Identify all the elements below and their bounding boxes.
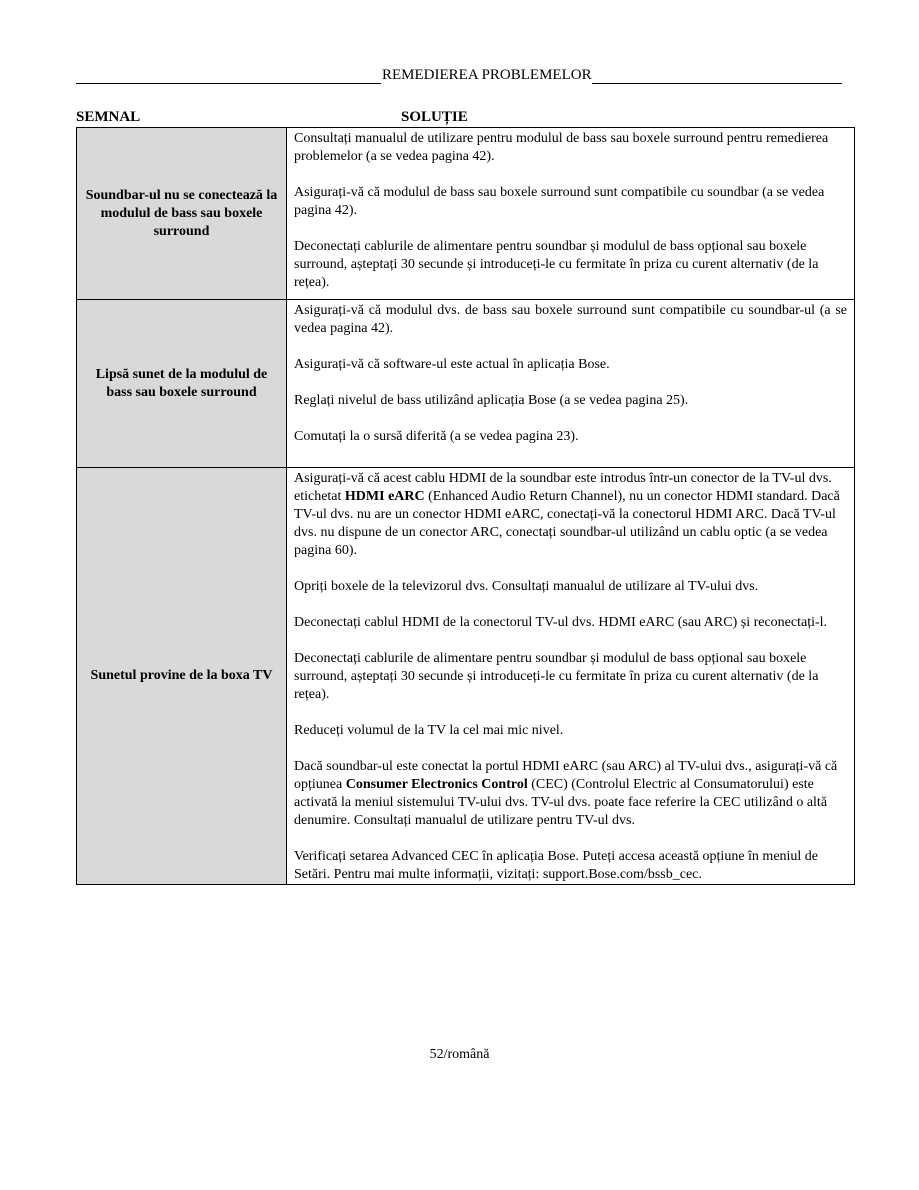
solution-item: Asigurați-vă că modulul dvs. de bass sau boxele surround sunt compatibile cu soundbar-ul (a se vedea pagina 42).: [294, 303, 847, 336]
table-row: [77, 300, 855, 468]
signal-cell: Lipsă sunet de la modulul de bass sau boxele surround: [77, 300, 287, 468]
solution-text: (CEC) (Controlul Electric al Consumatorului) este activată la meniul sistemului TV-ului dvs. TV-ul dvs. poate face referire la CEC utilizând o altă denumire. Consultați manualul de utilizare pentru TV-ul dvs.: [294, 777, 828, 828]
page-number: 52/română: [429, 1047, 490, 1062]
table-row: [77, 468, 855, 885]
solution-item: Comutați la o sursă diferită (a se vedea pagina 23).: [294, 429, 579, 444]
solution-item: Deconectați cablurile de alimentare pentru soundbar și modulul de bass opțional sau boxele surround, așteptați 30 secunde și introduceți-le cu fermitate în priza cu curent alternativ (de la rețea).: [294, 651, 819, 702]
solution-cell: [287, 128, 855, 300]
solution-item: Asigurați-vă că software-ul este actual în aplicația Bose.: [294, 357, 610, 372]
header-rule-right: [592, 69, 842, 84]
signal-cell: Soundbar-ul nu se conectează la modulul de bass sau boxele surround: [77, 128, 287, 300]
column-heading-signal: SEMNAL: [76, 109, 141, 125]
solution-cell: [287, 468, 855, 885]
solution-bold-text: Consumer Electronics Control: [345, 777, 528, 792]
solution-item: Reduceți volumul de la TV la cel mai mic nivel.: [294, 723, 564, 738]
solution-text: Asigurați-vă că acest cablu HDMI de la soundbar este introdus într-un conector de la TV-ul dvs. etichetat: [294, 471, 832, 504]
solution-item: Consultați manualul de utilizare pentru modulul de bass sau boxele surround pentru remedierea problemelor (a se vedea pagina 42).: [294, 131, 829, 164]
header-title: REMEDIEREA PROBLEMELOR: [382, 67, 592, 83]
solution-item: Asigurați-vă că modulul de bass sau boxele surround sunt compatibile cu soundbar (a se vedea pagina 42).: [294, 185, 825, 218]
signal-cell: Sunetul provine de la boxa TV: [77, 468, 287, 885]
solution-item: Deconectați cablul HDMI de la conectorul TV-ul dvs. HDMI eARC (sau ARC) și reconectați-l.: [294, 615, 828, 630]
page-header: [76, 66, 842, 84]
solution-bold-text: HDMI eARC: [344, 489, 425, 504]
solution-item: Opriți boxele de la televizorul dvs. Consultați manualul de utilizare al TV-ului dvs.: [294, 579, 759, 594]
solution-item: Verificați setarea Advanced CEC în aplicația Bose. Puteți accesa această opțiune în meniul de Setări. Pentru mai multe informații, vizitați: support.Bose.com/bssb_cec.: [294, 849, 819, 882]
solution-cell: [287, 300, 855, 468]
solution-item: [294, 470, 847, 560]
solution-item: Reglați nivelul de bass utilizând aplicația Bose (a se vedea pagina 25).: [294, 393, 689, 408]
header-rule-left: [76, 69, 381, 84]
table-row: [77, 128, 855, 300]
solution-text: (Enhanced Audio Return Channel), nu un conector HDMI standard. Dacă TV-ul dvs. nu are un conector HDMI eARC, conectați-vă la conectorul HDMI ARC. Dacă TV-ul dvs. nu dispune de un conector ARC, conectați soundbar-ul utilizând un cablu optic (a se vedea pagina 60).: [294, 489, 840, 558]
solution-text: Dacă soundbar-ul este conectat la portul HDMI eARC (sau ARC) al TV-ului dvs., asigurați-vă că opțiunea: [294, 759, 838, 792]
troubleshooting-table: [76, 127, 855, 885]
column-heading-solution: SOLUȚIE: [401, 109, 468, 125]
solution-item: Deconectați cablurile de alimentare pentru soundbar și modulul de bass opțional sau boxele surround, așteptați 30 secunde și introduceți-le cu fermitate în priza cu curent alternativ (de la rețea).: [294, 239, 819, 290]
solution-item: [294, 758, 847, 830]
